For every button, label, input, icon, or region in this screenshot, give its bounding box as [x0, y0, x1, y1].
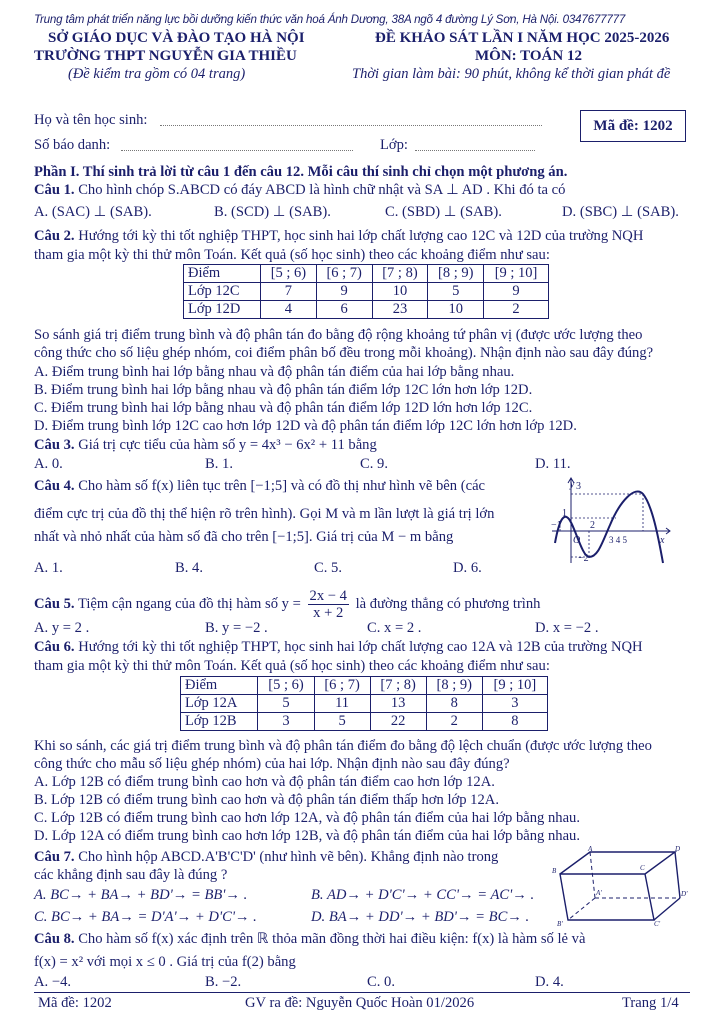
- table-cell: [8 ; 9): [428, 265, 484, 283]
- table-cell: 8: [482, 713, 547, 731]
- question-5: [34, 588, 540, 621]
- tick-labels-345: 3 4 5: [609, 535, 627, 545]
- option-d[interactable]: D. 11.: [535, 456, 571, 472]
- question-text: tham gia một kỳ thi thử môn Toán. Kết quả (số học sinh) theo các khoảng điểm như sau:: [34, 658, 550, 674]
- footer-page-number: Trang 1/4: [622, 995, 679, 1011]
- score-table-12c-12d: [183, 264, 549, 319]
- option-a[interactable]: A. BC→ + BA→ + BD'→ = BB'→ .: [34, 887, 248, 903]
- option-d[interactable]: D. Điểm trung bình lớp 12C cao hơn lớp 12D và độ phân tán điểm lớp 12C lớn hơn lớp 12D.: [34, 418, 577, 434]
- option-d[interactable]: D. 6.: [453, 560, 482, 576]
- question-text: công thức cho mẫu số liệu ghép nhóm) của hai lớp. Nhận định nào sau đây đúng?: [34, 756, 510, 772]
- tick-label-3: 3: [576, 481, 581, 492]
- school-name: TRƯỜNG THPT NGUYỄN GIA THIỀU: [34, 48, 297, 64]
- question-text: Giá trị cực tiểu của hàm số y = 4x³ − 6x² + 11 bằng: [78, 437, 377, 453]
- table-cell: 11: [314, 695, 370, 713]
- option-c[interactable]: C. 5.: [314, 560, 342, 576]
- question-text: Cho hình hộp ABCD.A'B'C'D' (như hình vẽ bên). Khẳng định nào trong: [78, 849, 499, 865]
- table-cell: [5 ; 6): [261, 265, 317, 283]
- table-cell: 23: [372, 301, 428, 319]
- option-a[interactable]: A. Lớp 12B có điểm trung bình cao hơn và độ phân tán điểm cao hơn lớp 12A.: [34, 774, 495, 790]
- option-d[interactable]: D. Lớp 12A có điểm trung bình cao hơn lớp 12B, và độ phân tán điểm của hai lớp bằng nhau.: [34, 828, 581, 844]
- option-b[interactable]: B. 1.: [205, 456, 233, 472]
- table-cell: 5: [314, 713, 370, 731]
- table-row: [184, 301, 549, 319]
- part1-title: Phần I. Thí sinh trả lời từ câu 1 đến câu 12. Mỗi câu thí sinh chỉ chọn một phương án.: [34, 164, 568, 180]
- question-7: [34, 848, 498, 866]
- table-cell: [8 ; 9): [426, 677, 482, 695]
- tick-label-minus-1: −1: [551, 520, 562, 531]
- axis-label-y: y: [570, 479, 575, 490]
- option-c[interactable]: C. 9.: [360, 456, 388, 472]
- option-c[interactable]: C. (SBD) ⊥ (SAB).: [385, 204, 502, 220]
- table-row: [184, 283, 549, 301]
- student-name-label: Họ và tên học sinh:: [34, 112, 148, 128]
- question-label: Câu 1.: [34, 182, 75, 198]
- question-text: các khẳng định sau đây là đúng ?: [34, 867, 228, 883]
- table-cell: 6: [316, 301, 372, 319]
- option-c[interactable]: C. 0.: [367, 974, 395, 990]
- question-label: Câu 6.: [34, 639, 75, 655]
- class-label: Lớp:: [380, 137, 408, 153]
- question-text: công thức cho số liệu ghép nhóm, coi điểm phân bố đều trong mỗi khoảng). Nhận định nào sau đây đúng?: [34, 345, 654, 361]
- table-row: [181, 713, 548, 731]
- option-b[interactable]: B. AD→ + D'C'→ + CC'→ = AC'→ .: [311, 887, 535, 903]
- table-cell: 5: [428, 283, 484, 301]
- table-cell: 10: [372, 283, 428, 301]
- student-name-field[interactable]: [160, 125, 542, 126]
- question-text: Cho hàm số f(x) liên tục trên [−1;5] và có đồ thị như hình vẽ bên (các: [78, 478, 486, 494]
- option-b[interactable]: B. Điểm trung bình hai lớp bằng nhau và độ phân tán điểm lớp 12C lớn hơn lớp 12D.: [34, 382, 533, 398]
- vertex-label-c-prime: C': [654, 920, 661, 926]
- table-cell: 2: [426, 713, 482, 731]
- table-cell: 13: [370, 695, 426, 713]
- option-a[interactable]: A. (SAC) ⊥ (SAB).: [34, 204, 152, 220]
- table-cell: 9: [484, 283, 549, 301]
- vertex-label-a-prime: A': [596, 889, 602, 897]
- footer-exam-code: Mã đề: 1202: [38, 995, 112, 1011]
- tick-label-minus-2: −2: [578, 553, 589, 564]
- question-text: tham gia một kỳ thi thử môn Toán. Kết quả (số học sinh) theo các khoảng điểm như sau:: [34, 247, 550, 263]
- option-d[interactable]: D. (SBC) ⊥ (SAB).: [562, 204, 679, 220]
- question-6: [34, 638, 643, 656]
- vertex-label-d-prime: D': [681, 890, 688, 898]
- class-field[interactable]: [415, 150, 535, 151]
- table-cell: Điểm: [184, 265, 261, 283]
- table-cell: Lớp 12A: [181, 695, 258, 713]
- question-text: f(x) = x² với mọi x ≤ 0 . Giá trị của f(2) bằng: [34, 954, 296, 970]
- question-text: Cho hàm số f(x) xác định trên ℝ thỏa mãn đồng thời hai điều kiện: f(x) là hàm số lẻ và: [78, 931, 586, 947]
- table-cell: 8: [426, 695, 482, 713]
- parallelepiped-figure: [550, 846, 690, 926]
- option-d[interactable]: D. 4.: [535, 974, 564, 990]
- table-cell: 3: [258, 713, 314, 731]
- question-1: [34, 181, 565, 199]
- department-name: SỞ GIÁO DỤC VÀ ĐÀO TẠO HÀ NỘI: [48, 30, 305, 46]
- question-text: Cho hình chóp S.ABCD có đáy ABCD là hình chữ nhật và SA ⊥ AD . Khi đó ta có: [78, 182, 566, 198]
- table-cell: [6 ; 7): [316, 265, 372, 283]
- table-cell: [7 ; 8): [370, 677, 426, 695]
- question-text: Khi so sánh, các giá trị điểm trung bình và độ phân tán điểm đo bằng độ lệch chuẩn (được ước lượng theo: [34, 738, 652, 754]
- option-c[interactable]: C. Lớp 12B có điểm trung bình cao hơn lớp 12A, và độ phân tán điểm của hai lớp bằng nhau.: [34, 810, 581, 826]
- table-cell: 3: [482, 695, 547, 713]
- question-4: [34, 477, 485, 495]
- question-text: Tiệm cận ngang của đồ thị hàm số y =: [77, 595, 301, 612]
- question-3: [34, 436, 377, 454]
- question-8: [34, 930, 585, 948]
- tick-label-1: 1: [562, 508, 567, 519]
- table-cell: 22: [370, 713, 426, 731]
- question-text: là đường thẳng có phương trình: [355, 595, 541, 612]
- option-c[interactable]: C. Điểm trung bình hai lớp bằng nhau và độ phân tán điểm lớp 12D lớn hơn lớp 12C.: [34, 400, 533, 416]
- subject: MÔN: TOÁN 12: [475, 48, 582, 64]
- option-b[interactable]: B. Lớp 12B có điểm trung bình cao hơn và độ phân tán điểm thấp hơn lớp 12A.: [34, 792, 499, 808]
- option-b[interactable]: B. (SCD) ⊥ (SAB).: [214, 204, 331, 220]
- table-cell: Điểm: [181, 677, 258, 695]
- question-label: Câu 3.: [34, 437, 75, 453]
- option-d[interactable]: D. x = −2 .: [535, 620, 599, 636]
- pages-note: (Đề kiểm tra gồm có 04 trang): [68, 66, 246, 82]
- option-d[interactable]: D. BA→ + DD'→ + BD'→ = BC→ .: [311, 909, 530, 925]
- option-b[interactable]: B. −2.: [205, 974, 242, 990]
- option-a[interactable]: A. y = 2 .: [34, 620, 90, 636]
- table-cell: Lớp 12B: [181, 713, 258, 731]
- exam-code-box: Mã đề: 1202: [580, 110, 686, 142]
- fraction: [308, 588, 349, 621]
- table-cell: [9 ; 10]: [484, 265, 549, 283]
- time-note: Thời gian làm bài: 90 phút, không kể thời gian phát đề: [352, 66, 671, 82]
- exam-title: ĐỀ KHẢO SÁT LẦN I NĂM HỌC 2025-2026: [375, 30, 670, 46]
- question-2: [34, 227, 643, 245]
- table-cell: [7 ; 8): [372, 265, 428, 283]
- axis-label-x: x: [660, 535, 665, 546]
- table-cell: 2: [484, 301, 549, 319]
- vertex-label-a: A: [588, 846, 593, 853]
- student-id-field[interactable]: [121, 150, 353, 151]
- table-cell: 4: [261, 301, 317, 319]
- question-label: Câu 4.: [34, 478, 75, 494]
- table-cell: Lớp 12C: [184, 283, 261, 301]
- question-label: Câu 7.: [34, 849, 75, 865]
- fraction-numerator: 2x − 4: [309, 588, 347, 604]
- table-cell: Lớp 12D: [184, 301, 261, 319]
- question-label: Câu 5.: [34, 595, 75, 612]
- question-label: Câu 8.: [34, 931, 75, 947]
- table-cell: 9: [316, 283, 372, 301]
- option-c[interactable]: C. BC→ + BA→ = D'A'→ + D'C'→ .: [34, 909, 257, 925]
- option-a[interactable]: A. Điểm trung bình hai lớp bằng nhau và độ phân tán điểm của hai lớp bằng nhau.: [34, 364, 515, 380]
- table-cell: [5 ; 6): [258, 677, 314, 695]
- question-text: điểm cực trị của đồ thị thể hiện rõ trên hình). Gọi M và m lần lượt là giá trị lớn: [34, 506, 495, 522]
- vertex-label-b-prime: B': [557, 920, 563, 926]
- table-cell: [9 ; 10]: [482, 677, 547, 695]
- vertex-label-c: C: [640, 864, 645, 872]
- option-c[interactable]: C. x = 2 .: [367, 620, 422, 636]
- table-header-row: [184, 265, 549, 283]
- table-header-row: [181, 677, 548, 695]
- table-row: [181, 695, 548, 713]
- table-cell: [6 ; 7): [314, 677, 370, 695]
- origin-label: O: [573, 535, 581, 546]
- option-a[interactable]: A. 1.: [34, 560, 63, 576]
- fraction-denominator: x + 2: [313, 605, 344, 621]
- footer-divider: [34, 992, 690, 993]
- option-b[interactable]: B. y = −2 .: [205, 620, 268, 636]
- question-label: Câu 2.: [34, 228, 75, 244]
- tick-label-2: 2: [590, 520, 595, 531]
- option-a[interactable]: A. −4.: [34, 974, 72, 990]
- center-banner: Trung tâm phát triển năng lực bồi dưỡng kiến thức văn hoá Ánh Dương, 38A ngõ 4 đường Lý Sơn, Hà Nội. 0347677777: [34, 13, 626, 26]
- student-id-label: Số báo danh:: [34, 137, 111, 153]
- table-cell: 7: [261, 283, 317, 301]
- question-text: So sánh giá trị điểm trung bình và độ phân tán đo bằng độ rộng khoảng tứ phân vị (được ước lượng theo: [34, 327, 643, 343]
- table-cell: 5: [258, 695, 314, 713]
- score-table-12a-12b: [180, 676, 548, 731]
- question-text: nhất và nhỏ nhất của hàm số đã cho trên [−1;5]. Giá trị của M − m bằng: [34, 529, 454, 545]
- option-b[interactable]: B. 4.: [175, 560, 203, 576]
- vertex-label-d: D: [675, 846, 681, 853]
- vertex-label-b: B: [552, 867, 557, 875]
- function-graph-figure: [550, 475, 675, 565]
- footer-author: GV ra đề: Nguyễn Quốc Hoàn 01/2026: [245, 995, 475, 1011]
- option-a[interactable]: A. 0.: [34, 456, 63, 472]
- question-text: Hướng tới kỳ thi tốt nghiệp THPT, học sinh hai lớp chất lượng cao 12A và 12B của trường NQH: [78, 639, 643, 655]
- question-text: Hướng tới kỳ thi tốt nghiệp THPT, học sinh hai lớp chất lượng cao 12C và 12D của trường NQH: [78, 228, 644, 244]
- table-cell: 10: [428, 301, 484, 319]
